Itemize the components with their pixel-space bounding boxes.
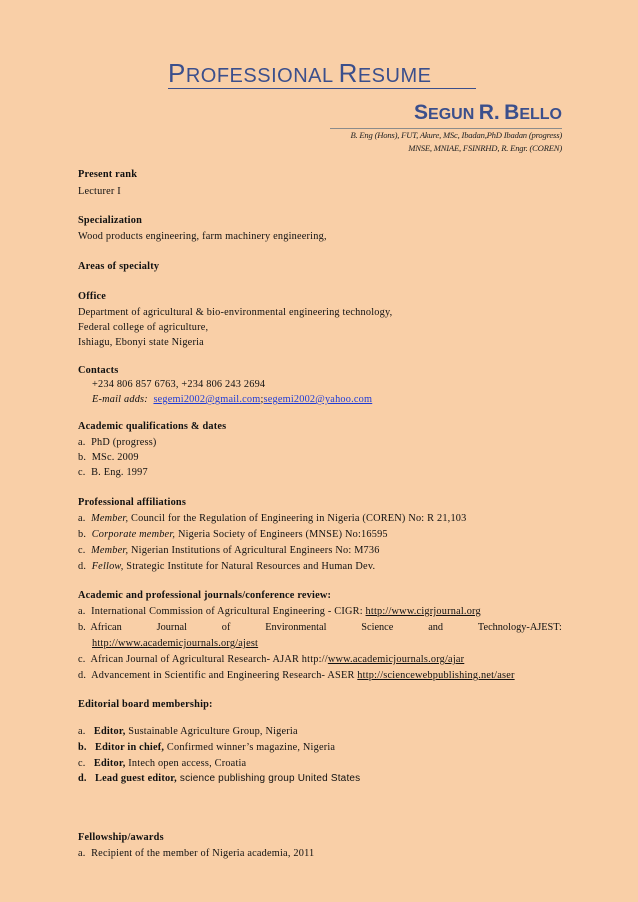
role-label: Editor, (93, 758, 126, 769)
role-label: Lead guest editor, (95, 773, 177, 784)
list-item (78, 467, 148, 478)
title-initial: P (168, 58, 186, 88)
author-name (414, 101, 562, 125)
list-marker: c. (78, 467, 86, 478)
role-label: Corporate member, (91, 529, 176, 540)
specialization-value: Wood products engineering, farm machinery engineering, (78, 231, 327, 242)
list-item-text: PhD (progress) (91, 437, 157, 448)
office-line: Federal college of agriculture, (78, 322, 209, 333)
list-marker: c. (78, 545, 86, 556)
list-item (78, 513, 467, 524)
role-label: Editor in chief, (95, 742, 165, 753)
email-link-gmail[interactable]: segemi2002@gmail.com (153, 394, 261, 405)
journal-text: African Journal of Agricultural Research- AJAR http:// (90, 654, 328, 665)
journal-link-ajar[interactable]: www.academicjournals.org/ajar (327, 654, 465, 665)
credentials-line-1: B. Eng (Hons), FUT, Akure, MSc, Ibadan,PhD Ibadan (progress) (350, 130, 562, 140)
list-marker: b. (78, 742, 87, 753)
title-underline (168, 88, 476, 89)
list-item-text: Recipient of the member of Nigeria academia, 2011 (91, 848, 315, 859)
list-marker: b. (78, 529, 87, 540)
list-item-text: science publishing group United States (176, 773, 361, 784)
journal-word: Science (361, 622, 394, 633)
list-item-text: Council for the Regulation of Engineering in Nigeria (COREN) No: R 21,103 (128, 513, 467, 524)
journal-word: Journal (156, 622, 187, 633)
email-label: E-mail adds: (92, 394, 148, 405)
list-item (78, 758, 246, 769)
email-link-yahoo[interactable]: segemi2002@yahoo.com (263, 394, 373, 405)
qualifications-heading: Academic qualifications & dates (78, 421, 227, 432)
name-rest: EGUN (428, 106, 475, 123)
journal-link-text[interactable]: http://www.academicjournals.org/ajest (92, 638, 259, 649)
list-item-text: Nigeria Society of Engineers (MNSE) No:16595 (175, 529, 388, 540)
list-item (78, 848, 314, 859)
fellowship-heading: Fellowship/awards (78, 832, 164, 843)
name-initial-2: B (504, 101, 520, 124)
role-label: Editor, (93, 726, 126, 737)
role-label: Member, (91, 545, 129, 556)
role-label: Fellow, (91, 561, 124, 572)
journal-item: a. International Commission of Agricultural Engineering - CIGR: http://www.cigrjournal.org (78, 606, 481, 617)
areas-heading: Areas of specialty (78, 261, 160, 272)
list-item-text: Intech open access, Croatia (125, 758, 247, 769)
journal-text: International Commission of Agricultural Engineering - CIGR: (91, 606, 366, 617)
journal-word: Technology-AJEST: (477, 622, 562, 633)
name-rest-2: ELLO (519, 106, 562, 123)
title-rest: ROFESSIONAL (185, 65, 334, 87)
list-item-text: Strategic Institute for Natural Resources and Human Dev. (123, 561, 376, 572)
phone-numbers: +234 806 857 6763, +234 806 243 2694 (92, 379, 266, 390)
journal-item: c. African Journal of Agricultural Research- AJAR http://www.academicjournals.org/ajar (78, 654, 465, 665)
list-marker: d. (78, 561, 87, 572)
document-title (168, 58, 431, 89)
office-line: Department of agricultural & bio-environmental engineering technology, (78, 307, 393, 318)
contacts-heading: Contacts (78, 365, 119, 376)
list-marker: b. (78, 452, 87, 463)
name-middle: R. (478, 101, 500, 124)
journal-link-ajest[interactable] (92, 638, 258, 649)
email-line (92, 394, 372, 405)
list-item (78, 726, 298, 737)
credentials-line-2: MNSE, MNIAE, FSINRHD, R. Engr. (COREN) (408, 143, 562, 153)
list-item (78, 545, 380, 556)
present-rank-heading: Present rank (78, 169, 138, 180)
title-initial-2: R (338, 58, 358, 88)
title-rest-2: ESUME (357, 65, 432, 87)
list-marker: a. (78, 848, 86, 859)
journal-word: of (221, 622, 231, 633)
list-marker: a. (78, 437, 86, 448)
list-marker: a. (78, 513, 86, 524)
affiliations-heading: Professional affiliations (78, 497, 187, 508)
list-item (78, 773, 360, 784)
list-item (78, 437, 157, 448)
role-label: Member, (91, 513, 129, 524)
journals-heading: Academic and professional journals/conference review: (78, 590, 332, 601)
name-initial: S (414, 101, 429, 124)
journal-word: and (428, 622, 444, 633)
office-line: Ishiagu, Ebonyi state Nigeria (78, 337, 204, 348)
list-item (78, 561, 375, 572)
office-heading: Office (78, 291, 107, 302)
list-item-text: MSc. 2009 (91, 452, 139, 463)
journal-text: Advancement in Scientific and Engineering Research- ASER (91, 670, 358, 681)
list-item (78, 452, 139, 463)
list-item-text: B. Eng. 1997 (91, 467, 148, 478)
journal-word: Environmental (265, 622, 327, 633)
list-item-text: Sustainable Agriculture Group, Nigeria (125, 726, 298, 737)
journal-word: African (90, 622, 122, 633)
list-item (78, 742, 335, 753)
journal-link-aser[interactable]: http://sciencewebpublishing.net/aser (357, 670, 515, 681)
journal-link-cigr[interactable]: http://www.cigrjournal.org (365, 606, 481, 617)
journal-item: d. Advancement in Scientific and Engineering Research- ASER http://sciencewebpublishing.net/aser (78, 670, 515, 681)
list-item-text: Nigerian Institutions of Agricultural Engineers No: M736 (128, 545, 380, 556)
journal-marker: b. African (78, 622, 122, 633)
present-rank-value: Lecturer I (78, 186, 121, 197)
journal-item-b (78, 622, 562, 633)
list-marker: c. (78, 758, 86, 769)
list-item-text: Confirmed winner’s magazine, Nigeria (164, 742, 336, 753)
name-underline (330, 128, 562, 129)
specialization-heading: Specialization (78, 215, 143, 226)
email-separator: ; (260, 394, 264, 405)
editorial-heading: Editorial board membership: (78, 699, 213, 710)
list-marker: a. (78, 726, 86, 737)
list-marker: d. (78, 773, 87, 784)
list-item (78, 529, 388, 540)
